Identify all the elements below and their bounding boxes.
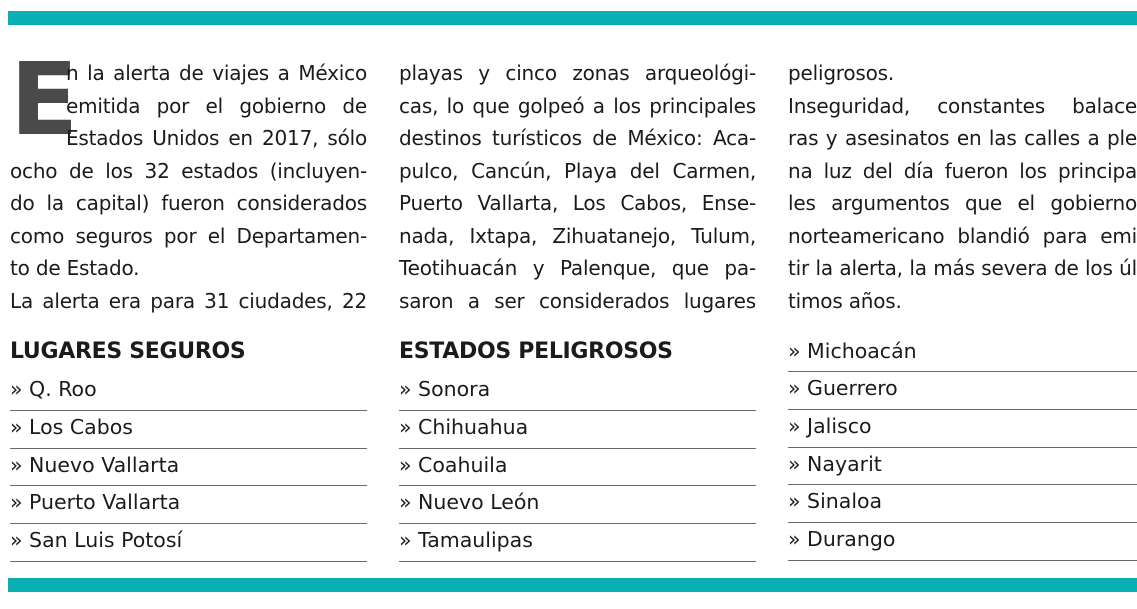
- list-item: » Puerto Vallarta: [10, 486, 367, 524]
- drop-cap: E: [10, 41, 79, 158]
- text-line: Teotihuacán y Palenque, que pa-: [399, 256, 756, 280]
- safe-places-title: LUGARES SEGUROS: [10, 339, 246, 364]
- text-line: les argumentos que el gobierno: [788, 191, 1137, 215]
- text-line: Puerto Vallarta, Los Cabos, Ense-: [399, 191, 756, 215]
- text-line: ras y asesinatos en las calles a ple: [788, 126, 1137, 150]
- list-item: » Tamaulipas: [399, 524, 756, 562]
- article-paragraph-2: [399, 57, 756, 317]
- list-item: » Chihuahua: [399, 411, 756, 449]
- top-accent-bar: [8, 11, 1137, 25]
- text-line: emitida por el gobierno de: [66, 93, 367, 118]
- article-paragraph-1: [10, 41, 367, 317]
- safe-places-list: [10, 373, 367, 562]
- list-item: » Coahuila: [399, 449, 756, 487]
- bottom-accent-bar: [8, 578, 1137, 592]
- text-line: timos años.: [788, 288, 902, 313]
- text-line: peligrosos.: [788, 61, 895, 85]
- text-line: cas, lo que golpeó a los principales: [399, 93, 756, 118]
- text-line: como seguros por el Departamen-: [10, 223, 367, 248]
- text-line: Estados Unidos en 2017, sólo: [66, 126, 367, 150]
- list-item: » Michoacán: [788, 335, 1137, 372]
- list-item: » Nuevo Vallarta: [10, 449, 367, 487]
- dangerous-states-title: ESTADOS PELIGROSOS: [399, 339, 673, 364]
- text-line: n la alerta de viajes a México: [66, 61, 367, 85]
- dangerous-states-list: [399, 373, 756, 562]
- list-item: » Sonora: [399, 373, 756, 411]
- text-line: tir la alerta, la más severa de los úl: [788, 256, 1137, 280]
- text-line: playas y cinco zonas arqueológi-: [399, 61, 756, 85]
- text-line: destinos turísticos de México: Aca-: [399, 126, 756, 150]
- list-item: » Sinaloa: [788, 485, 1137, 523]
- list-item: » San Luis Potosí: [10, 524, 367, 562]
- list-item: » Nuevo León: [399, 486, 756, 524]
- text-line: nada, Ixtapa, Zihuatanejo, Tulum,: [399, 223, 756, 248]
- list-item: » Jalisco: [788, 410, 1137, 448]
- text-line: saron a ser considerados lugares: [399, 288, 756, 313]
- text-line: to de Estado.: [10, 256, 140, 280]
- dangerous-states-list-continued: [788, 335, 1137, 561]
- text-line: na luz del día fueron los principa: [788, 158, 1137, 183]
- text-line: Inseguridad, constantes balace: [788, 93, 1137, 118]
- text-line: ocho de los 32 estados (incluyen-: [10, 158, 367, 183]
- text-line: norteamericano blandió para emi: [788, 223, 1137, 248]
- text-line: La alerta era para 31 ciudades, 22: [10, 288, 367, 313]
- list-item: » Q. Roo: [10, 373, 367, 411]
- text-line: do la capital) fueron considerados: [10, 191, 367, 215]
- list-item: » Los Cabos: [10, 411, 367, 449]
- list-item: » Guerrero: [788, 372, 1137, 410]
- article-paragraph-3: [788, 57, 1137, 317]
- list-item: » Durango: [788, 523, 1137, 561]
- text-line: pulco, Cancún, Playa del Carmen,: [399, 158, 756, 183]
- list-item: » Nayarit: [788, 448, 1137, 486]
